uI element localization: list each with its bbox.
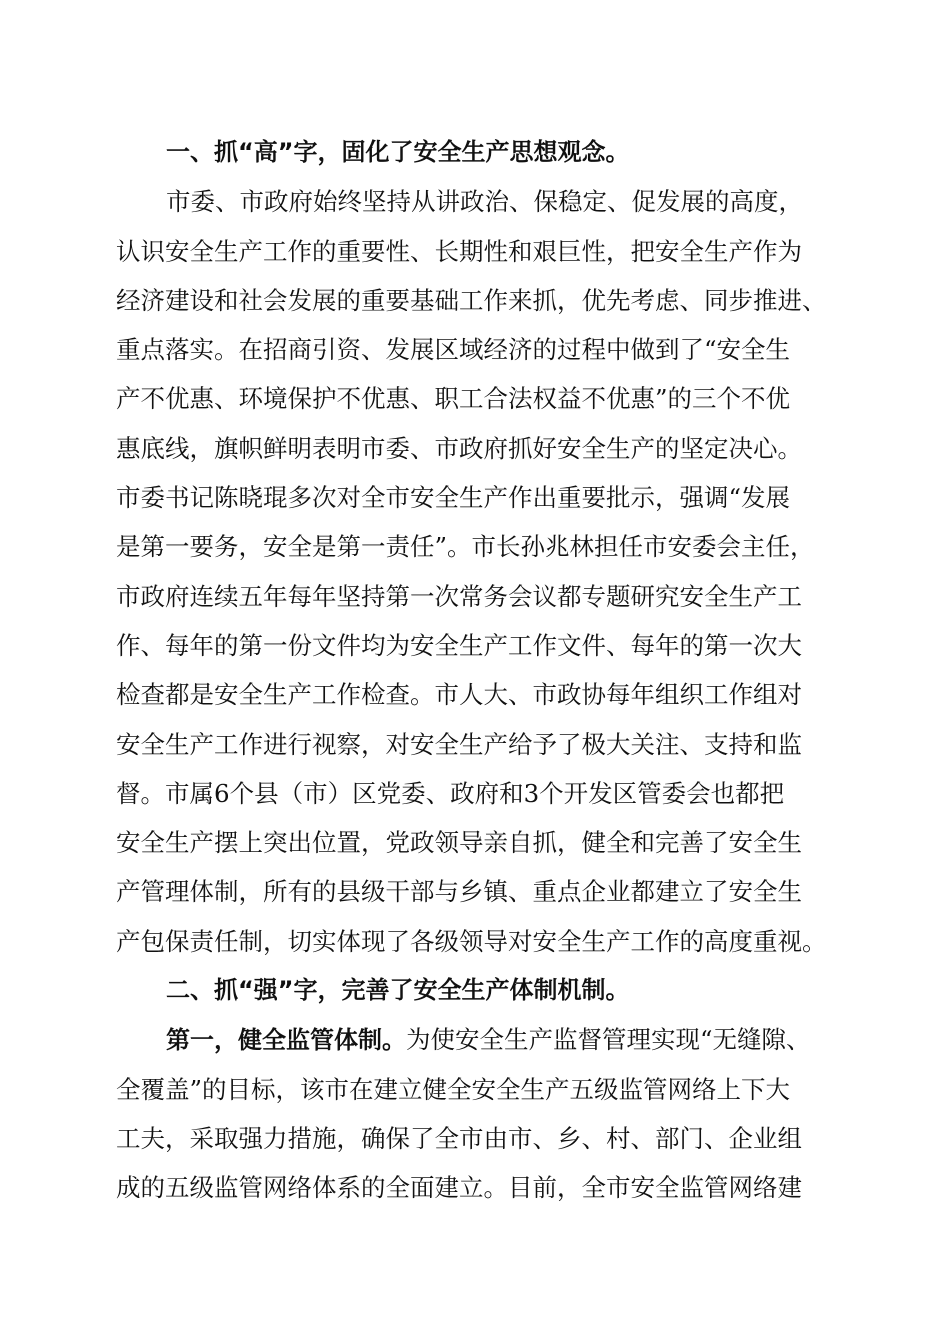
paragraph-line: 重点落实。在招商引资、发展区域经济的过程中做到了“安全生 xyxy=(116,335,791,365)
paragraph-line: 作、每年的第一份文件均为安全生产工作文件、每年的第一次大 xyxy=(116,630,802,660)
paragraph-line: 工夫，采取强力措施，确保了全市由市、乡、村、部门、企业组 xyxy=(116,1123,802,1153)
paragraph-line: 督。市属6个县（市）区党委、政府和3个开发区管委会也都把 xyxy=(116,778,785,808)
paragraph-line: 惠底线，旗帜鲜明表明市委、市政府抓好安全生产的坚定决心。 xyxy=(116,433,802,463)
document-body xyxy=(116,128,851,1213)
paragraph-line: 市政府连续五年每年坚持第一次常务会议都专题研究安全生产工 xyxy=(116,581,802,611)
section-2-heading: 二、抓“强”字，完善了安全生产体制机制。 xyxy=(166,976,630,1005)
paragraph-line: 安全生产工作进行视察，对安全生产给予了极大关注、支持和监 xyxy=(116,729,802,759)
paragraph-line: 检查都是安全生产工作检查。市人大、市政协每年组织工作组对 xyxy=(116,680,802,710)
section-2-paragraph xyxy=(116,1015,851,1212)
paragraph-line: 市委、市政府始终坚持从讲政治、保稳定、促发展的高度， xyxy=(166,187,803,217)
paragraph-line: 安全生产摆上突出位置，党政领导亲自抓，健全和完善了安全生 xyxy=(116,828,802,858)
paragraph-line: 产包保责任制，切实体现了各级领导对安全生产工作的高度重视。 xyxy=(116,926,827,956)
paragraph-line: 是第一要务，安全是第一责任”。市长孙兆林担任市安委会主任， xyxy=(116,532,815,562)
paragraph-line: 产不优惠、环境保护不优惠、职工合法权益不优惠”的三个不优 xyxy=(116,384,791,414)
paragraph-run: 为使安全生产监督管理实现“无缝隙、 xyxy=(406,1025,811,1055)
paragraph-line: 认识安全生产工作的重要性、长期性和艰巨性，把安全生产作为 xyxy=(116,236,802,266)
paragraph-line: 产管理体制，所有的县级干部与乡镇、重点企业都建立了安全生 xyxy=(116,877,802,907)
paragraph-line: 成的五级监管网络体系的全面建立。目前，全市安全监管网络建 xyxy=(116,1173,802,1203)
section-1-paragraph xyxy=(116,177,851,966)
section-1-heading: 一、抓“高”字，固化了安全生产思想观念。 xyxy=(166,138,630,166)
paragraph-first-line xyxy=(116,1015,851,1064)
subheading-run: 第一，健全监管体制。 xyxy=(166,1026,406,1055)
paragraph-line: 经济建设和社会发展的重要基础工作来抓，优先考虑、同步推进、 xyxy=(116,285,827,315)
paragraph-line: 全覆盖”的目标，该市在建立健全安全生产五级监管网络上下大 xyxy=(116,1074,791,1104)
paragraph-line: 市委书记陈晓琨多次对全市安全生产作出重要批示，强调“发展 xyxy=(116,483,791,513)
